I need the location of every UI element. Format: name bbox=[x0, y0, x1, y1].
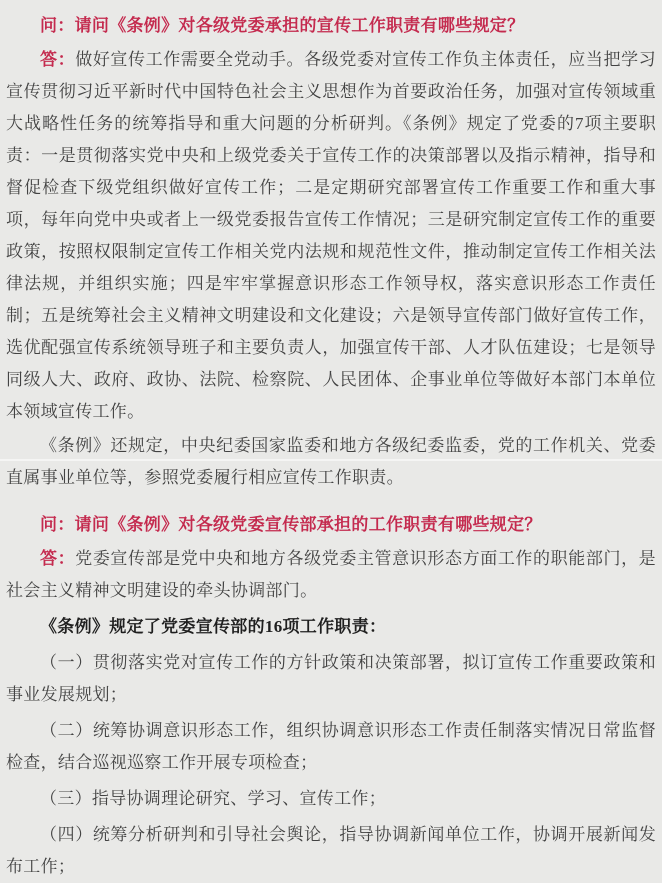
answer-2 bbox=[6, 543, 656, 607]
answer-1 bbox=[6, 44, 656, 428]
question-2-prefix: 问： bbox=[40, 515, 75, 534]
duties-lead-line: 《条例》规定了党委宣传部的16项工作职责： bbox=[40, 617, 387, 636]
question-2 bbox=[6, 509, 656, 541]
answer-2-text: 党委宣传部是党中央和地方各级党委主管意识形态方面工作的职能部门，是社会主义精神文明建设的牵头协调部门。 bbox=[6, 549, 656, 600]
question-2-text: 请问《条例》对各级党委宣传部承担的工作职责有哪些规定？ bbox=[74, 515, 542, 534]
answer-1-prefix: 答： bbox=[40, 50, 76, 69]
question-1-text: 请问《条例》对各级党委承担的宣传工作职责有哪些规定？ bbox=[74, 16, 525, 35]
answer-2-prefix: 答： bbox=[40, 549, 76, 568]
question-1-prefix: 问： bbox=[40, 16, 75, 35]
duty-item-3: （三）指导协调理论研究、学习、宣传工作； bbox=[40, 789, 386, 808]
answer-1-text: 做好宣传工作需要全党动手。各级党委对宣传工作负主体责任，应当把学习宣传贯彻习近平新时代中国特色社会主义思想作为首要政治任务，加强对宣传领域重大战略性任务的统筹指导和重大问题的分析研判。《条例》规定了党委的7项主要职责：一是贯彻落实党中央和上级党委关于宣传工作的决策部署以及指示精神，指导和督促检查下级党组织做好宣传工作；二是定期研究部署宣传工作重要工作和重大事项，每年向党中央或者上一级党委报告宣传工作情况；三是研究制定宣传工作的重要政策，按照权限制定宣传工作相关党内法规和规范性文件，推动制定宣传工作相关法律法规，并组织实施；四是牢牢掌握意识形态工作领导权，落实意识形态工作责任制；五是统筹社会主义精神文明建设和文化建设；六是领导宣传部门做好宣传工作，选优配强宣传系统领导班子和主要负责人，加强宣传干部、人才队伍建设；七是领导同级人大、政府、政协、法院、检察院、人民团体、企事业单位等做好本部门本单位本领域宣传工作。 bbox=[6, 50, 656, 421]
paragraph-regulation-note: 《条例》还规定，中央纪委国家监委和地方各级纪委监委，党的工作机关、党委直属事业单位等，参照党委履行相应宣传工作职责。 bbox=[6, 436, 656, 487]
question-1 bbox=[6, 10, 656, 42]
duty-item-4: （四）统筹分析研判和引导社会舆论，指导协调新闻单位工作，协调开展新闻发布工作； bbox=[6, 825, 656, 876]
duty-item-1: （一）贯彻落实党对宣传工作的方针政策和决策部署，拟订宣传工作重要政策和事业发展规划； bbox=[6, 653, 656, 704]
duty-item-2: （二）统筹协调意识形态工作，组织协调意识形态工作责任制落实情况日常监督检查，结合巡视巡察工作开展专项检查； bbox=[6, 721, 656, 772]
